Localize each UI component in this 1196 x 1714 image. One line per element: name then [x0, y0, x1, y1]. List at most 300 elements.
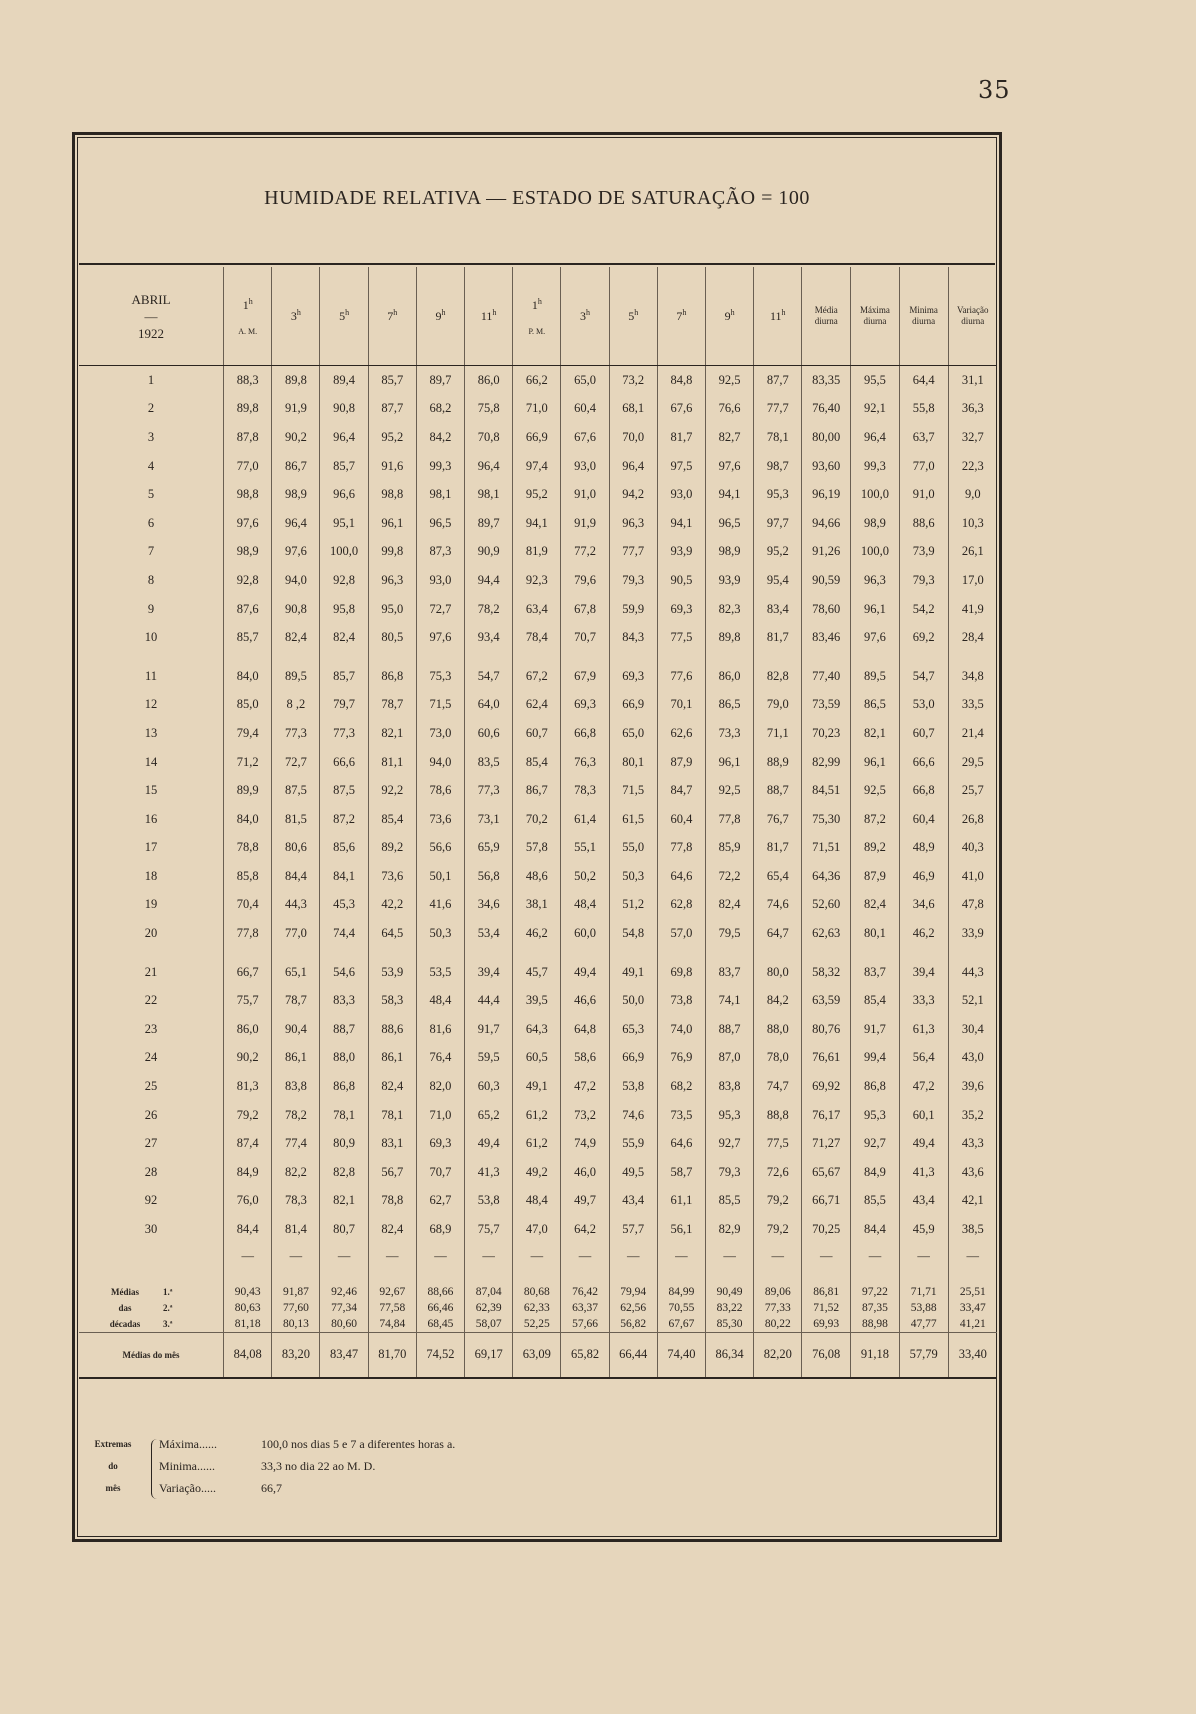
value-cell: 94,0	[416, 748, 464, 777]
value-cell: 60,5	[513, 1044, 561, 1073]
value-cell: 77,8	[224, 919, 272, 948]
dash-cell: —	[416, 1244, 464, 1270]
value-cell: 92,2	[368, 776, 416, 805]
value-cell: 55,1	[561, 834, 609, 863]
value-cell: 70,2	[513, 805, 561, 834]
value-cell: 46,0	[561, 1158, 609, 1187]
month-means-label: Médias do mês	[79, 1332, 224, 1378]
hour-header	[272, 267, 320, 366]
spacer-cell	[899, 948, 948, 958]
value-cell: 46,2	[899, 919, 948, 948]
month-mean-value: 65,82	[561, 1332, 609, 1378]
value-cell: 71,0	[416, 1101, 464, 1130]
value-cell: 87,7	[754, 366, 802, 395]
table-row	[79, 623, 997, 652]
value-cell: 8 ,2	[272, 691, 320, 720]
value-cell: 70,1	[657, 691, 705, 720]
value-cell: 60,0	[561, 919, 609, 948]
value-cell: 55,0	[609, 834, 657, 863]
value-cell: 81,9	[513, 538, 561, 567]
value-cell: 91,9	[561, 509, 609, 538]
value-cell: 56,4	[899, 1044, 948, 1073]
value-cell: 55,8	[899, 395, 948, 424]
humidity-table	[79, 267, 997, 1379]
hour-header	[657, 267, 705, 366]
value-cell: 78,7	[368, 691, 416, 720]
spacer-row	[79, 948, 997, 958]
value-cell: 73,2	[561, 1101, 609, 1130]
decade-value: 69,93	[802, 1316, 851, 1333]
value-cell: 85,7	[320, 662, 368, 691]
value-cell: 78,8	[368, 1187, 416, 1216]
value-cell: 78,6	[416, 776, 464, 805]
day-cell: 14	[144, 754, 158, 769]
value-cell: 70,0	[609, 423, 657, 452]
value-cell: 81,3	[224, 1072, 272, 1101]
extreme-var-value: 66,7	[261, 1481, 282, 1495]
decade-label	[79, 1270, 224, 1300]
value-cell: 86,0	[705, 662, 753, 691]
value-cell: 63,59	[802, 986, 851, 1015]
value-cell: 50,1	[416, 862, 464, 891]
month-mean-value: 63,09	[513, 1332, 561, 1378]
value-cell: 65,2	[465, 1101, 513, 1130]
value-cell: 88,7	[320, 1015, 368, 1044]
value-cell: 99,4	[851, 1044, 900, 1073]
table-row	[79, 538, 997, 567]
value-cell: 62,6	[657, 719, 705, 748]
value-cell: 49,4	[899, 1129, 948, 1158]
decade-value: 71,52	[802, 1300, 851, 1316]
value-cell: 84,7	[657, 776, 705, 805]
decade-value: 77,60	[272, 1300, 320, 1316]
value-cell: 96,6	[320, 480, 368, 509]
header-row	[79, 267, 997, 366]
value-cell: 89,7	[416, 366, 464, 395]
value-cell: 93,0	[416, 566, 464, 595]
decade-value: 52,25	[513, 1316, 561, 1333]
value-cell: 86,0	[224, 1015, 272, 1044]
value-cell: 95,2	[513, 480, 561, 509]
month-mean-value: 69,17	[465, 1332, 513, 1378]
value-cell: 96,5	[705, 509, 753, 538]
value-cell: 26,1	[948, 538, 997, 567]
value-cell: 89,8	[224, 395, 272, 424]
value-cell: 48,9	[899, 834, 948, 863]
value-cell: 95,3	[851, 1101, 900, 1130]
value-cell: 71,51	[802, 834, 851, 863]
dash-cell: —	[609, 1244, 657, 1270]
value-cell: 76,9	[657, 1044, 705, 1073]
value-cell: 80,7	[320, 1215, 368, 1244]
table-row	[79, 366, 997, 395]
table-row	[79, 1044, 997, 1073]
value-cell: 53,5	[416, 958, 464, 987]
value-cell: 49,7	[561, 1187, 609, 1216]
dash-cell: —	[851, 1244, 900, 1270]
value-cell: 79,4	[224, 719, 272, 748]
value-cell: 65,0	[609, 719, 657, 748]
value-cell: 89,5	[851, 662, 900, 691]
decade-value: 62,56	[609, 1300, 657, 1316]
value-cell: 60,4	[561, 395, 609, 424]
value-cell: 96,4	[272, 509, 320, 538]
value-cell: 92,1	[851, 395, 900, 424]
day-cell: 11	[145, 668, 158, 683]
value-cell: 81,7	[754, 834, 802, 863]
decade-value: 58,07	[465, 1316, 513, 1333]
value-cell: 76,17	[802, 1101, 851, 1130]
value-cell: 53,4	[465, 919, 513, 948]
dash-cell: —	[705, 1244, 753, 1270]
value-cell: 77,3	[320, 719, 368, 748]
value-cell: 45,3	[320, 891, 368, 920]
value-cell: 70,25	[802, 1215, 851, 1244]
decade-value: 85,30	[705, 1316, 753, 1333]
decade-value: 47,77	[899, 1316, 948, 1333]
table-row	[79, 776, 997, 805]
value-cell: 76,40	[802, 395, 851, 424]
value-cell: 64,3	[513, 1015, 561, 1044]
value-cell: 82,0	[416, 1072, 464, 1101]
value-cell: 94,1	[657, 509, 705, 538]
value-cell: 65,67	[802, 1158, 851, 1187]
value-cell: 70,4	[224, 891, 272, 920]
value-cell: 77,0	[272, 919, 320, 948]
decade-value: 81,18	[224, 1316, 272, 1333]
hour-header	[561, 267, 609, 366]
value-cell: 86,5	[705, 691, 753, 720]
value-cell: 88,9	[754, 748, 802, 777]
dash-cell: —	[657, 1244, 705, 1270]
value-cell: 47,2	[899, 1072, 948, 1101]
value-cell: 53,0	[899, 691, 948, 720]
value-cell: 83,7	[851, 958, 900, 987]
value-cell: 61,2	[513, 1129, 561, 1158]
value-cell: 66,8	[561, 719, 609, 748]
table-row	[79, 919, 997, 948]
value-cell: 77,5	[657, 623, 705, 652]
spacer-cell	[754, 948, 802, 958]
decade-value: 80,68	[513, 1270, 561, 1300]
value-cell: 64,5	[368, 919, 416, 948]
hour-number: 5	[339, 309, 346, 323]
spacer-cell	[899, 652, 948, 662]
decade-value: 68,45	[416, 1316, 464, 1333]
day-cell: 24	[144, 1050, 158, 1065]
value-cell: 47,2	[561, 1072, 609, 1101]
value-cell: 78,3	[561, 776, 609, 805]
hour-suffix: h	[345, 308, 350, 317]
value-cell: 82,1	[320, 1187, 368, 1216]
value-cell: 34,6	[899, 891, 948, 920]
value-cell: 97,5	[657, 452, 705, 481]
decade-value: 89,06	[754, 1270, 802, 1300]
value-cell: 60,6	[465, 719, 513, 748]
decade-value: 84,99	[657, 1270, 705, 1300]
spacer-cell	[320, 652, 368, 662]
value-cell: 89,8	[272, 366, 320, 395]
value-cell: 84,51	[802, 776, 851, 805]
value-cell: 82,99	[802, 748, 851, 777]
value-cell: 84,1	[320, 862, 368, 891]
table-row	[79, 1015, 997, 1044]
value-cell: 87,9	[657, 748, 705, 777]
value-cell: 86,8	[320, 1072, 368, 1101]
value-cell: 97,6	[224, 509, 272, 538]
day-cell: 7	[147, 544, 155, 559]
month-mean-value: 57,79	[899, 1332, 948, 1378]
value-cell: 85,4	[513, 748, 561, 777]
decade-value: 80,63	[224, 1300, 272, 1316]
value-cell: 61,5	[609, 805, 657, 834]
page-title: HUMIDADE RELATIVA — ESTADO DE SATURAÇÃO = 100	[264, 187, 810, 209]
month-mean-value: 66,44	[609, 1332, 657, 1378]
hour-suffix: h	[296, 308, 301, 317]
day-cell: 13	[144, 725, 158, 740]
value-cell: 85,5	[851, 1187, 900, 1216]
value-cell: 96,3	[609, 509, 657, 538]
dash-cell: —	[948, 1244, 997, 1270]
value-cell: 65,4	[754, 862, 802, 891]
value-cell: 80,1	[851, 919, 900, 948]
value-cell: 97,6	[705, 452, 753, 481]
value-cell: 67,2	[513, 662, 561, 691]
value-cell: 69,3	[657, 595, 705, 624]
month-mean-value: 76,08	[802, 1332, 851, 1378]
value-cell: 60,4	[657, 805, 705, 834]
value-cell: 85,5	[705, 1187, 753, 1216]
spacer-cell	[561, 652, 609, 662]
hour-number: 5	[628, 309, 635, 323]
extremes-label-1: Extremas	[94, 1439, 132, 1449]
table-row	[79, 805, 997, 834]
decade-value: 77,58	[368, 1300, 416, 1316]
decade-label-text: décadas	[109, 1318, 141, 1329]
value-cell: 34,6	[465, 891, 513, 920]
value-cell: 100,0	[851, 538, 900, 567]
decade-value: 41,21	[948, 1316, 997, 1333]
value-cell: 90,59	[802, 566, 851, 595]
value-cell: 77,8	[657, 834, 705, 863]
hour-header	[416, 267, 464, 366]
value-cell: 78,1	[754, 423, 802, 452]
value-cell: 73,0	[416, 719, 464, 748]
value-cell: 78,3	[272, 1187, 320, 1216]
value-cell: 74,7	[754, 1072, 802, 1101]
day-cell: 15	[144, 783, 158, 798]
value-cell: 95,1	[320, 509, 368, 538]
value-cell: 77,2	[561, 538, 609, 567]
decade-row	[79, 1316, 997, 1333]
value-cell: 94,0	[272, 566, 320, 595]
value-cell: 58,7	[657, 1158, 705, 1187]
day-cell: 20	[144, 926, 158, 941]
day-cell: 18	[144, 868, 158, 883]
decade-value: 91,87	[272, 1270, 320, 1300]
value-cell: 73,6	[416, 805, 464, 834]
decade-value: 62,39	[465, 1300, 513, 1316]
value-cell: 91,9	[272, 395, 320, 424]
value-cell: 92,3	[513, 566, 561, 595]
value-cell: 79,6	[561, 566, 609, 595]
value-cell: 97,6	[272, 538, 320, 567]
table-row	[79, 480, 997, 509]
value-cell: 94,1	[705, 480, 753, 509]
decade-value: 87,35	[851, 1300, 900, 1316]
value-cell: 79,3	[899, 566, 948, 595]
value-cell: 87,5	[320, 776, 368, 805]
year-label: 1922	[138, 325, 165, 341]
value-cell: 70,8	[465, 423, 513, 452]
value-cell: 79,3	[609, 566, 657, 595]
value-cell: 66,7	[224, 958, 272, 987]
value-cell: 38,5	[948, 1215, 997, 1244]
value-cell: 88,7	[754, 776, 802, 805]
spacer-cell	[609, 948, 657, 958]
value-cell: 69,2	[899, 623, 948, 652]
value-cell: 65,0	[561, 366, 609, 395]
value-cell: 82,4	[272, 623, 320, 652]
dash-cell: —	[899, 1244, 948, 1270]
value-cell: 86,5	[851, 691, 900, 720]
month-mean-value: 74,52	[416, 1332, 464, 1378]
value-cell: 44,3	[948, 958, 997, 987]
value-cell: 78,7	[272, 986, 320, 1015]
hour-number: 3	[290, 309, 297, 323]
value-cell: 48,4	[416, 986, 464, 1015]
hour-suffix: h	[441, 308, 446, 317]
value-cell: 94,4	[465, 566, 513, 595]
value-cell: 39,4	[465, 958, 513, 987]
decade-value: 70,55	[657, 1300, 705, 1316]
value-cell: 49,1	[609, 958, 657, 987]
value-cell: 92,8	[320, 566, 368, 595]
value-cell: 69,3	[609, 662, 657, 691]
day-cell: 30	[144, 1222, 158, 1237]
month-mean-value: 83,20	[272, 1332, 320, 1378]
value-cell: 98,8	[224, 480, 272, 509]
value-cell: 76,3	[561, 748, 609, 777]
value-cell: 93,0	[657, 480, 705, 509]
value-cell: 87,6	[224, 595, 272, 624]
spacer-cell	[320, 948, 368, 958]
value-cell: 75,7	[465, 1215, 513, 1244]
value-cell: 85,4	[368, 805, 416, 834]
value-cell: 87,0	[705, 1044, 753, 1073]
table-row	[79, 452, 997, 481]
value-cell: 73,2	[609, 366, 657, 395]
value-cell: 79,7	[320, 691, 368, 720]
value-cell: 91,7	[851, 1015, 900, 1044]
value-cell: 67,8	[561, 595, 609, 624]
hour-suffix: h	[634, 308, 639, 317]
value-cell: 40,3	[948, 834, 997, 863]
hour-number: 1	[531, 297, 538, 312]
value-cell: 98,8	[368, 480, 416, 509]
value-cell: 90,2	[272, 423, 320, 452]
dash-cell: —	[802, 1244, 851, 1270]
value-cell: 82,4	[705, 891, 753, 920]
day-cell: 92	[144, 1193, 158, 1208]
value-cell: 73,6	[368, 862, 416, 891]
title-rule	[79, 263, 995, 265]
decade-label-text: Médias	[111, 1286, 139, 1297]
value-cell: 100,0	[320, 538, 368, 567]
value-cell: 90,8	[320, 395, 368, 424]
value-cell: 47,8	[948, 891, 997, 920]
spacer-cell	[416, 652, 464, 662]
value-cell: 83,46	[802, 623, 851, 652]
value-cell: 98,9	[705, 538, 753, 567]
value-cell: 71,1	[754, 719, 802, 748]
value-cell: 85,9	[705, 834, 753, 863]
value-cell: 75,30	[802, 805, 851, 834]
day-cell: 1	[147, 372, 155, 387]
value-cell: 96,19	[802, 480, 851, 509]
value-cell: 79,2	[224, 1101, 272, 1130]
value-cell: 86,8	[851, 1072, 900, 1101]
value-cell: 98,1	[416, 480, 464, 509]
value-cell: 91,0	[899, 480, 948, 509]
hour-suffix: h	[248, 296, 253, 306]
value-cell: 69,8	[657, 958, 705, 987]
value-cell: 92,5	[705, 776, 753, 805]
dash-cell: —	[272, 1244, 320, 1270]
decade-value: 53,88	[899, 1300, 948, 1316]
hour-header	[609, 267, 657, 366]
dash-cell: —	[513, 1244, 561, 1270]
decade-row	[79, 1300, 997, 1316]
value-cell: 66,6	[899, 748, 948, 777]
dash-cell: —	[368, 1244, 416, 1270]
value-cell: 81,5	[272, 805, 320, 834]
value-cell: 84,9	[224, 1158, 272, 1187]
value-cell: 77,3	[465, 776, 513, 805]
hour-suffix: h	[682, 308, 687, 317]
spacer-cell	[272, 652, 320, 662]
value-cell: 53,8	[609, 1072, 657, 1101]
hour-number: 7	[387, 309, 394, 323]
decade-value: 88,66	[416, 1270, 464, 1300]
decade-label	[79, 1300, 224, 1316]
value-cell: 82,8	[754, 662, 802, 691]
value-cell: 25,7	[948, 776, 997, 805]
value-cell: 97,6	[416, 623, 464, 652]
decade-label-text: das	[118, 1302, 132, 1313]
value-cell: 77,8	[705, 805, 753, 834]
value-cell: 58,6	[561, 1044, 609, 1073]
decade-value: 63,37	[561, 1300, 609, 1316]
value-cell: 80,5	[368, 623, 416, 652]
decade-value: 56,82	[609, 1316, 657, 1333]
value-cell: 74,4	[320, 919, 368, 948]
hour-number: 7	[676, 309, 683, 323]
value-cell: 77,7	[609, 538, 657, 567]
value-cell: 56,7	[368, 1158, 416, 1187]
spacer-cell	[851, 948, 900, 958]
value-cell: 81,7	[657, 423, 705, 452]
spacer-cell	[465, 652, 513, 662]
value-cell: 42,1	[948, 1187, 997, 1216]
day-cell: 19	[144, 897, 158, 912]
value-cell: 95,0	[368, 595, 416, 624]
value-cell: 84,3	[609, 623, 657, 652]
value-cell: 58,32	[802, 958, 851, 987]
extreme-max-value: 100,0 nos dias 5 e 7 a diferentes horas a.	[261, 1437, 456, 1451]
value-cell: 94,2	[609, 480, 657, 509]
day-cell: 9	[147, 601, 155, 616]
